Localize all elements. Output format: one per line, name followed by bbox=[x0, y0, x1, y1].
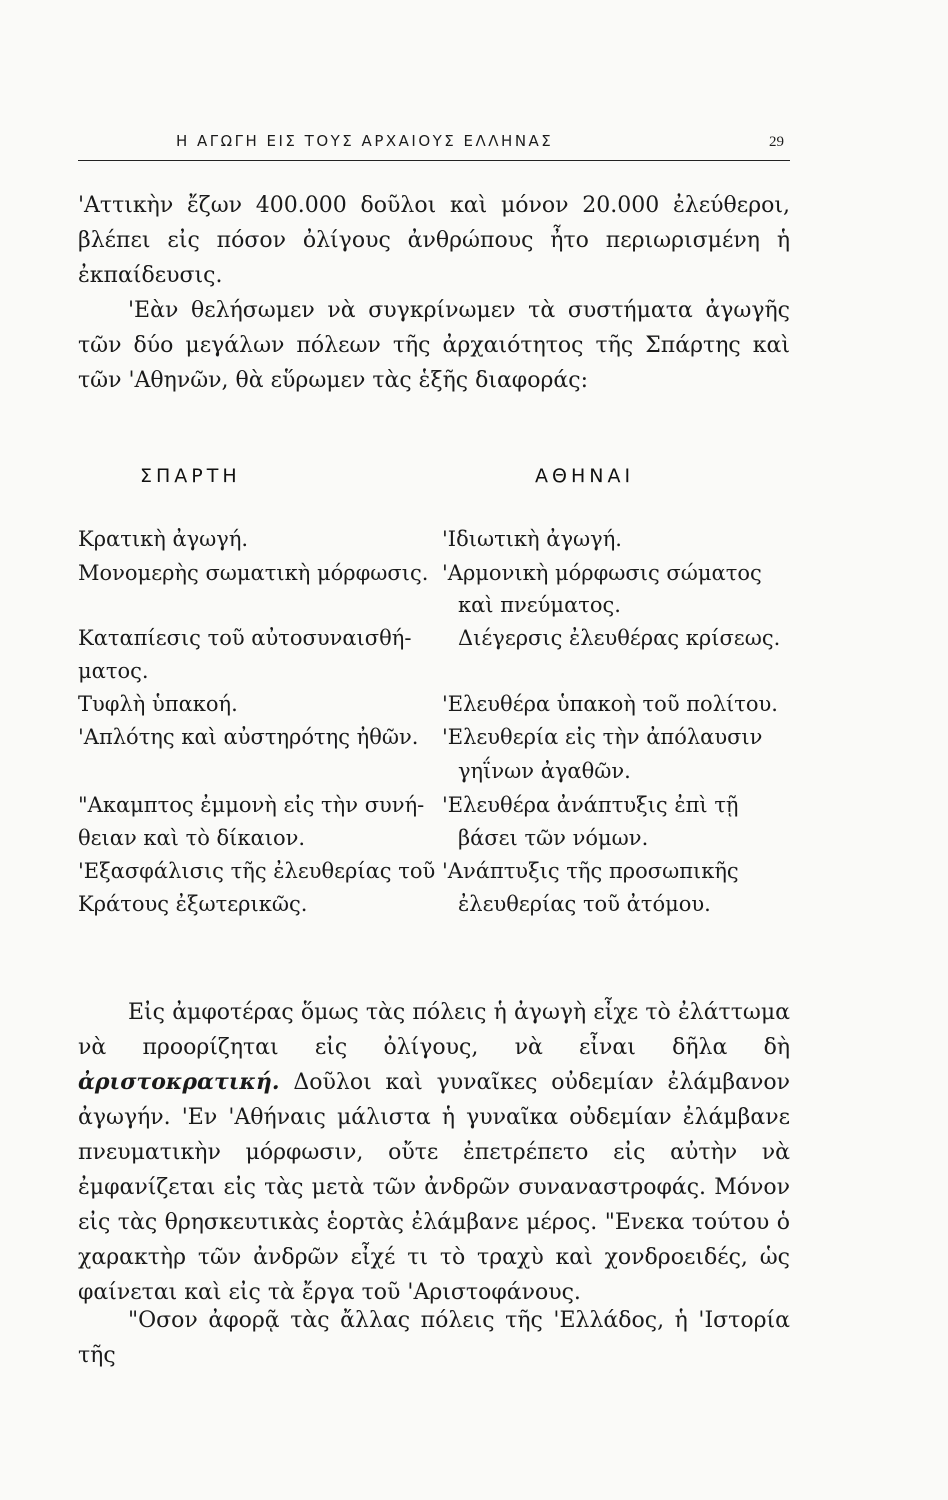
athens-line: καὶ πνεύματος. bbox=[458, 593, 621, 617]
sparta-line: Μονομερὴς σωματικὴ μόρφωσις. bbox=[78, 561, 429, 585]
running-head bbox=[78, 130, 790, 161]
paragraph-2: 'Εὰν θελήσωμεν νὰ συγκρίνωμεν τὰ συστήματα ἀγωγῆς τῶν δύο μεγάλων πόλεων τῆς ἀρχαιότητος τῆς Σπάρτης καὶ τῶν 'Αθηνῶν, θὰ εὕρωμεν τὰς ἑξῆς διαφοράς: bbox=[78, 298, 790, 393]
sparta-line: "Ακαμπτος ἐμμονὴ εἰς τὴν συνή- bbox=[78, 793, 425, 817]
sparta-line: θειαν καὶ τὸ δίκαιον. bbox=[78, 826, 306, 850]
sparta-line: Κρατικὴ ἀγωγή. bbox=[78, 527, 249, 551]
athens-line: 'Ελευθερία εἰς τὴν ἀπόλαυσιν bbox=[442, 725, 763, 749]
running-title: Η ΑΓΩΓΗ ΕΙΣ ΤΟΥΣ ΑΡΧΑΙΟΥΣ ΕΛΛΗΝΑΣ bbox=[176, 132, 554, 150]
athens-line: 'Ιδιωτικὴ ἀγωγή. bbox=[442, 527, 622, 551]
sparta-line: Καταπίεσις τοῦ αὐτοσυναισθή- bbox=[78, 626, 412, 650]
athens-line: 'Ανάπτυξις τῆς προσωπικῆς bbox=[442, 859, 739, 883]
paragraph-3-text-cont: Δοῦλοι καὶ γυναῖκες οὐδεμίαν ἐλάμβανον ἀγωγήν. 'Εν 'Αθήναις μάλιστα ἡ γυναῖκα οὐδεμίαν ἐλάμβανε πνευματικὴν μόρφωσιν, οὔτε ἐπετρέπετο εἰς αὐτὴν νὰ ἐμφανίζεται εἰς τὰς μετὰ τῶν ἀνδρῶν συναναστροφάς. Μόνον εἰς τὰς θρησκευτικὰς ἑορτὰς ἐλάμβανε μέρος. "Ενεκα τούτου ὁ χαρακτὴρ τῶν ἀνδρῶν εἶχέ τι τὸ τραχὺ καὶ χονδροειδές, ὡς φαίνεται καὶ εἰς τὰ ἔργα τοῦ 'Αριστοφάνους. bbox=[78, 1070, 790, 1305]
paragraph-1: 'Αττικὴν ἔζων 400.000 δοῦλοι καὶ μόνον 20.000 ἐλεύθεροι, βλέπει εἰς πόσον ὀλίγους ἀνθρώπους ἦτο περιωρισμένη ἡ ἐκπαίδευσις. bbox=[78, 193, 790, 288]
sparta-line: Τυφλὴ ὑπακοή. bbox=[78, 692, 238, 716]
athens-line: 'Ελευθέρα ἀνάπτυξις ἐπὶ τῇ bbox=[442, 793, 739, 817]
sparta-line: 'Εξασφάλισις τῆς ἐλευθερίας τοῦ bbox=[78, 859, 436, 883]
sparta-line: 'Απλότης καὶ αὐστηρότης ἠθῶν. bbox=[78, 725, 419, 749]
page-number: 29 bbox=[769, 134, 784, 150]
athens-line: γηΐνων ἀγαθῶν. bbox=[458, 759, 631, 783]
athens-line: ἐλευθερίας τοῦ ἀτόμου. bbox=[458, 892, 711, 916]
sparta-line: Κράτους ἐξωτερικῶς. bbox=[78, 892, 308, 916]
heading-sparta: ΣΠΑΡΤΗ bbox=[140, 465, 241, 487]
athens-line: 'Αρμονικὴ μόρφωσις σώματος bbox=[442, 561, 762, 585]
athens-line: Διέγερσις ἐλευθέρας κρίσεως. bbox=[458, 626, 781, 650]
paragraph-4: "Οσον ἀφορᾷ τὰς ἄλλας πόλεις τῆς 'Ελλάδος, ἡ 'Ιστορία τῆς bbox=[78, 1308, 790, 1368]
emphasized-word: ἀριστοκρατική. bbox=[78, 1069, 280, 1095]
athens-line: 'Ελευθέρα ὑπακοὴ τοῦ πολίτου. bbox=[442, 692, 778, 716]
heading-athens: ΑΘΗΝΑΙ bbox=[535, 465, 635, 487]
paragraph-3-text: Εἰς ἀμφοτέρας ὅμως τὰς πόλεις ἡ ἀγωγὴ εἶχε τὸ ἐλάττωμα νὰ προορίζηται εἰς ὀλίγους, νὰ εἶναι δῆλα δὴ bbox=[78, 1000, 790, 1060]
paragraph-3 bbox=[78, 995, 790, 1310]
sparta-line: ματος. bbox=[78, 659, 149, 683]
athens-line: βάσει τῶν νόμων. bbox=[458, 826, 649, 850]
